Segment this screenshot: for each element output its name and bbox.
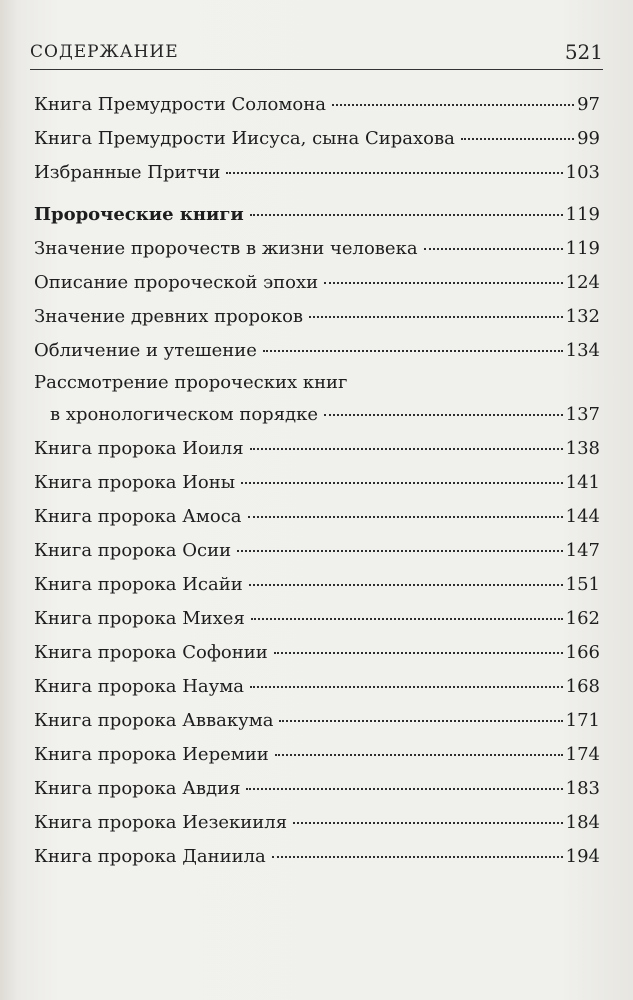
toc-entry-title-line1: Рассмотрение пророческих книг [34,372,348,393]
toc-entry [34,334,600,368]
toc-entry-title: Книга пророка Исайи [34,574,243,595]
dot-leader [237,549,563,552]
toc-entry-title: Обличение и утешение [34,340,257,361]
dot-leader [250,213,563,216]
toc-entry-title: Книга пророка Иоиля [34,438,244,459]
toc-entry-title: Книга Премудрости Иисуса, сына Сирахова [34,128,455,149]
toc-entry-page: 144 [565,506,600,527]
dot-leader [424,247,563,250]
toc-entry [34,806,600,840]
toc-entry-title: Книга пророка Наума [34,676,244,697]
toc-entry-page: 184 [565,812,600,833]
toc-entry [34,738,600,772]
page-number: 521 [564,40,603,64]
toc-entry-page: 183 [565,778,600,799]
toc-entry-title: Книга пророка Аввакума [34,710,274,731]
toc-entry-page: 137 [565,404,600,425]
toc-entry [34,500,600,534]
toc-entry-title: Значение пророчеств в жизни человека [34,238,418,259]
toc-entry-page: 97 [577,94,600,115]
dot-leader [246,787,562,790]
toc-entry-title: Книга пророка Софонии [34,642,268,663]
dot-leader [263,349,563,352]
toc-entry-page: 134 [565,340,600,361]
dot-leader [279,719,562,722]
toc-entry-page: 147 [565,540,600,561]
toc-entry-page: 151 [565,574,600,595]
toc-entry [34,266,600,300]
toc-entry-title: Описание пророческой эпохи [34,272,319,293]
toc-entry-title: Значение древних пророков [34,306,304,327]
toc-entry-page: 141 [565,472,600,493]
toc-entry [34,670,600,704]
toc-entry-multiline [34,368,600,432]
toc-entry-title: Книга Премудрости Соломона [34,94,326,115]
dot-leader [275,753,563,756]
toc-entry-page: 99 [577,128,600,149]
dot-leader [226,171,562,174]
toc-entry [34,602,600,636]
toc-section-heading [34,198,600,232]
toc-entry-page: 124 [565,272,600,293]
toc-entry-page: 168 [565,676,600,697]
dot-leader [241,481,563,484]
header-title: СОДЕРЖАНИЕ [30,42,179,62]
toc-entry-page: 162 [565,608,600,629]
toc-entry [34,432,600,466]
toc-entry [34,156,600,190]
toc-entry [34,122,600,156]
dot-leader [251,617,563,620]
toc-entry-page: 103 [565,162,600,183]
dot-leader [274,651,563,654]
toc-entry-title: Книга пророка Амоса [34,506,242,527]
toc-entry-continuation [34,398,600,432]
toc-entry-page: 132 [565,306,600,327]
dot-leader [324,413,563,416]
toc-entry [34,300,600,334]
toc-entry [34,88,600,122]
toc-entry-title: Книга пророка Иезекииля [34,812,288,833]
toc-entry [34,232,600,266]
toc-entry [34,568,600,602]
toc-entry-title: Книга пророка Даниила [34,846,266,867]
toc-entry-page: 138 [565,438,600,459]
dot-leader [332,103,574,106]
toc-entry-page: 119 [565,204,600,225]
toc-entry [34,704,600,738]
dot-leader [250,447,563,450]
dot-leader [250,685,563,688]
toc-entry [34,636,600,670]
toc-entry-title: Пророческие книги [34,204,244,225]
toc-entry-page: 174 [565,744,600,765]
table-of-contents [34,88,600,874]
dot-leader [272,855,563,858]
toc-entry-page: 119 [565,238,600,259]
toc-entry-title: Книга пророка Авдия [34,778,241,799]
dot-leader [324,281,562,284]
toc-entry-title: Книга пророка Осии [34,540,232,561]
toc-entry-title: Книга пророка Михея [34,608,245,629]
dot-leader [249,583,563,586]
toc-entry-title: Книга пророка Иеремии [34,744,269,765]
running-header [30,42,603,72]
toc-entry [34,840,600,874]
dot-leader [309,315,563,318]
dot-leader [248,515,563,518]
toc-entry-page: 171 [565,710,600,731]
toc-entry-title: Книга пророка Ионы [34,472,236,493]
toc-entry-page: 166 [565,642,600,663]
header-rule [30,69,603,70]
toc-entry-title-line2: в хронологическом порядке [50,404,319,425]
dot-leader [293,821,563,824]
toc-entry [34,772,600,806]
toc-entry [34,466,600,500]
toc-entry [34,534,600,568]
dot-leader [461,137,574,140]
toc-entry-page: 194 [565,846,600,867]
toc-entry-title: Избранные Притчи [34,162,221,183]
